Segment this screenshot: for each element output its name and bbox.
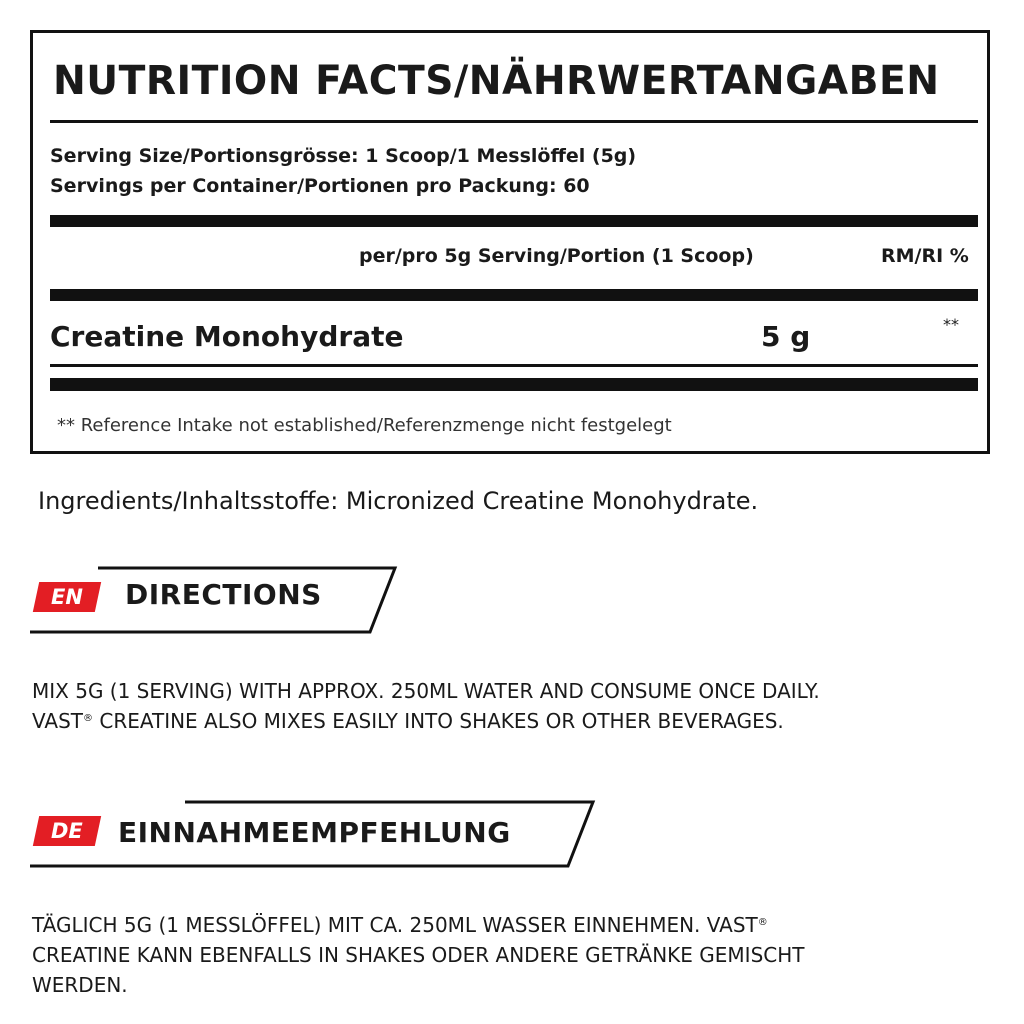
nutrient-ri: ** bbox=[943, 315, 959, 334]
servings-per-container: Servings per Container/Portionen pro Packung: 60 bbox=[50, 175, 590, 197]
einnahme-line-2: CREATINE KANN EBENFALLS IN SHAKES ODER ANDERE GETRÄNKE GEMISCHT bbox=[32, 943, 805, 967]
section-header-en bbox=[30, 566, 400, 634]
serving-info bbox=[50, 141, 636, 201]
section-header-de bbox=[30, 800, 600, 868]
einnahme-text bbox=[32, 910, 805, 1000]
registered-mark-de: ® bbox=[757, 917, 768, 928]
einnahme-line-1: TÄGLICH 5G (1 MESSLÖFFEL) MIT CA. 250ML WASSER EINNEHMEN. VAST® bbox=[32, 913, 768, 937]
nutrition-facts-panel bbox=[30, 30, 990, 454]
flag-en: EN bbox=[33, 582, 101, 612]
thick-rule-bottom bbox=[50, 378, 978, 391]
footnote: ** Reference Intake not established/Referenzmenge nicht festgelegt bbox=[57, 415, 672, 436]
einnahme-line-3: WERDEN. bbox=[32, 973, 128, 997]
nutrient-name: Creatine Monohydrate bbox=[50, 320, 404, 353]
thick-rule-top bbox=[50, 215, 978, 227]
thin-rule bbox=[50, 364, 978, 367]
directions-title: DIRECTIONS bbox=[125, 578, 322, 611]
einnahme-title: EINNAHMEEMPFEHLUNG bbox=[118, 816, 511, 849]
serving-size: Serving Size/Portionsgrösse: 1 Scoop/1 Messlöffel (5g) bbox=[50, 145, 637, 167]
directions-line-2: VAST® CREATINE ALSO MIXES EASILY INTO SHAKES OR OTHER BEVERAGES. bbox=[32, 709, 784, 733]
directions-text bbox=[32, 676, 820, 736]
flag-de: DE bbox=[33, 816, 101, 846]
directions-line-1: MIX 5G (1 SERVING) WITH APPROX. 250ML WATER AND CONSUME ONCE DAILY. bbox=[32, 679, 820, 703]
thick-rule-mid bbox=[50, 289, 978, 301]
registered-mark: ® bbox=[83, 713, 93, 724]
column-header-ri: RM/RI % bbox=[881, 245, 969, 267]
ingredients-text: Ingredients/Inhaltsstoffe: Micronized Creatine Monohydrate. bbox=[38, 487, 759, 515]
title-rule bbox=[50, 120, 978, 123]
nutrient-amount: 5 g bbox=[761, 320, 811, 353]
column-header-serving: per/pro 5g Serving/Portion (1 Scoop) bbox=[359, 245, 754, 267]
nutrition-title: NUTRITION FACTS/NÄHRWERTANGABEN bbox=[53, 58, 940, 104]
